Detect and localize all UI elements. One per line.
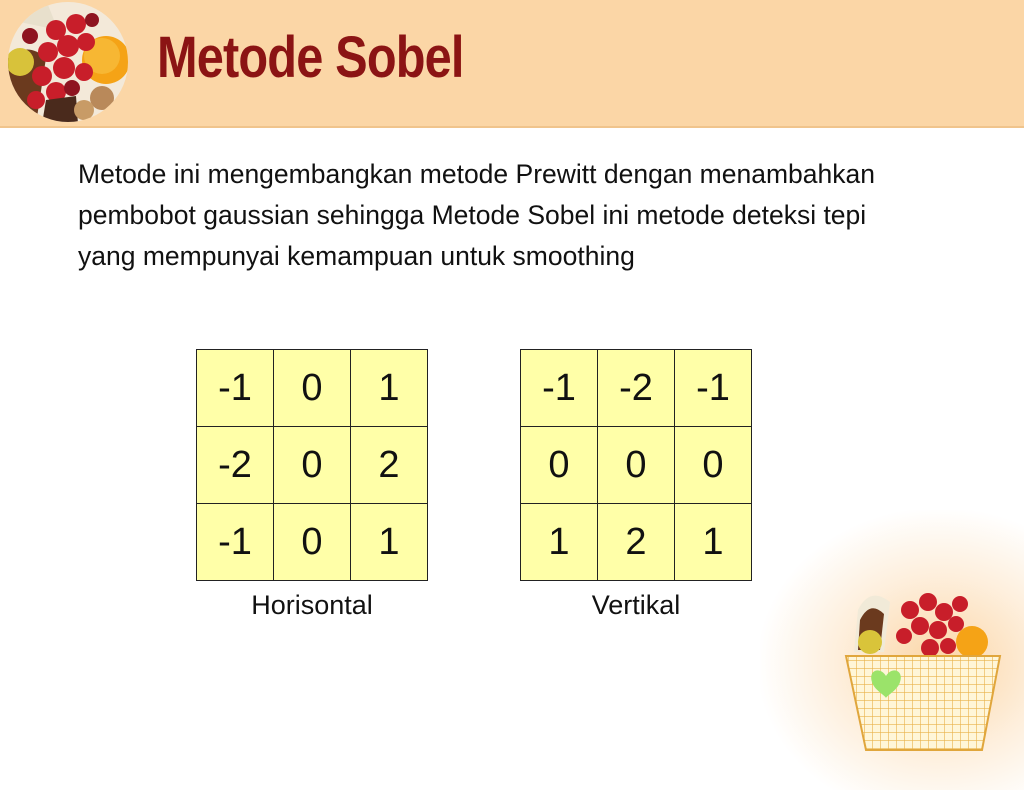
horizontal-caption: Horisontal <box>251 590 373 620</box>
kernel-cell: 0 <box>675 427 752 504</box>
kernel-cell: 0 <box>598 427 675 504</box>
kernel-row <box>521 504 752 581</box>
kernel-row <box>197 427 428 504</box>
kernel-cell: 1 <box>351 350 428 427</box>
kernel-cell: 0 <box>274 350 351 427</box>
kernel-cell: 2 <box>351 427 428 504</box>
kernel-cell: 1 <box>675 504 752 581</box>
fruit-basket-icon <box>840 580 1010 760</box>
vertical-kernel-table <box>520 349 752 581</box>
vertical-caption: Vertikal <box>591 590 681 620</box>
header-band <box>0 0 1024 128</box>
kernel-cell: 1 <box>521 504 598 581</box>
kernel-cell: -1 <box>521 350 598 427</box>
kernel-cell: -2 <box>197 427 274 504</box>
kernel-cell: 0 <box>274 504 351 581</box>
kernel-cell: -1 <box>675 350 752 427</box>
kernel-row <box>521 427 752 504</box>
kernel-row <box>197 350 428 427</box>
kernel-cell: -1 <box>197 504 274 581</box>
kernel-cell: 1 <box>351 504 428 581</box>
kernel-cell: 2 <box>598 504 675 581</box>
body-paragraph: Metode ini mengembangkan metode Prewitt dengan menambahkan pembobot gaussian sehingga Metode Sobel ini metode deteksi tepi yang mempunyai kemampuan untuk smoothing <box>78 159 875 271</box>
kernel-cell: 0 <box>274 427 351 504</box>
kernel-cell: 0 <box>521 427 598 504</box>
fruit-circle-image <box>6 0 130 124</box>
kernel-cell: -1 <box>197 350 274 427</box>
slide-title: Metode Sobel <box>157 25 464 90</box>
kernel-row <box>197 504 428 581</box>
horizontal-kernel-table <box>196 349 428 581</box>
kernel-cell: -2 <box>598 350 675 427</box>
kernel-row <box>521 350 752 427</box>
